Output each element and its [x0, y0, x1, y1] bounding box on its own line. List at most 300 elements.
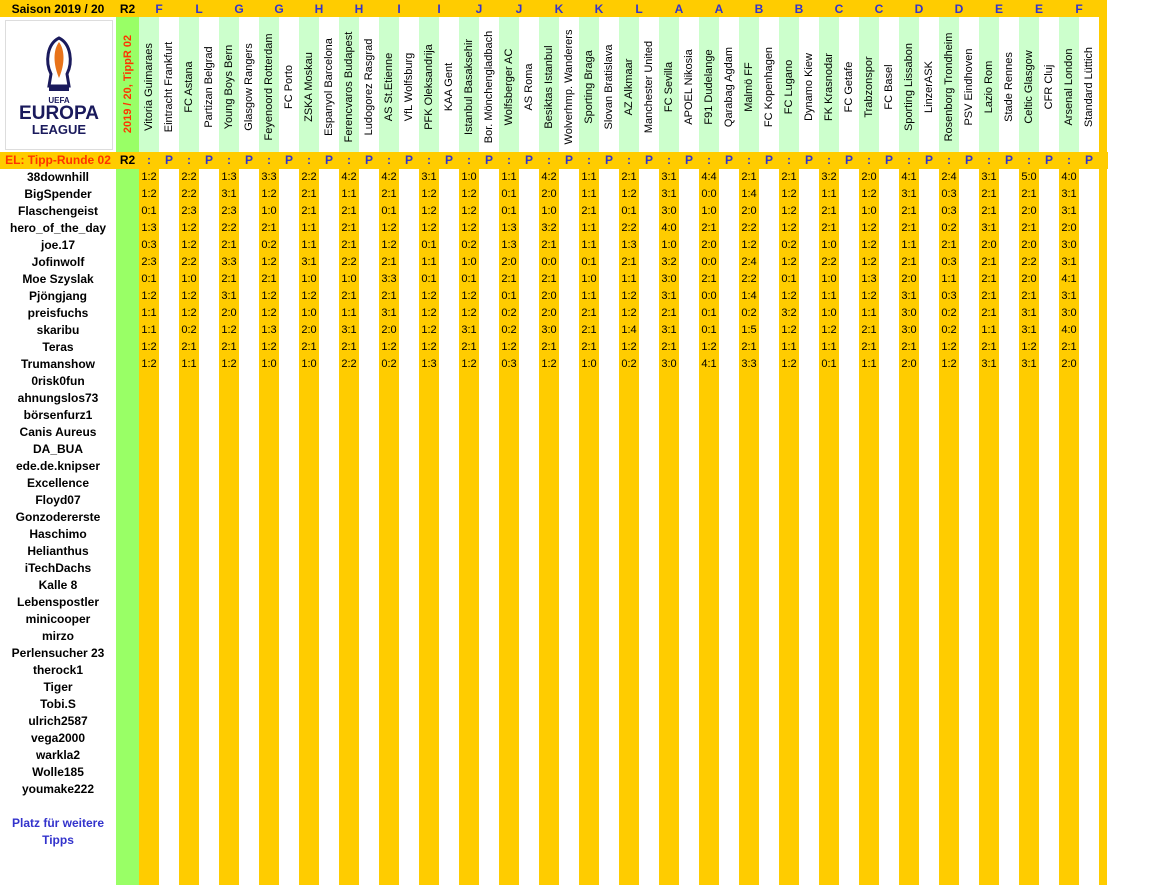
tip-cell: 1:1 — [901, 239, 917, 251]
tip-cell: 3:3 — [261, 171, 277, 183]
tip-cell: 2:1 — [701, 273, 717, 285]
home-team-cell — [899, 17, 919, 152]
tip-cell: 2:1 — [901, 256, 917, 268]
logo-uefa-text: UEFA — [48, 96, 70, 105]
tip-cell: 3:1 — [421, 171, 437, 183]
tip-cell: 1:1 — [581, 222, 597, 234]
tip-cell: 2:0 — [1021, 273, 1037, 285]
group-letter: D — [939, 0, 979, 17]
home-team-name: Sporting Lissabon — [903, 42, 915, 132]
tip-cell: 2:2 — [1021, 256, 1037, 268]
points-marker: P — [244, 153, 253, 167]
tip-cell: 1:1 — [821, 188, 837, 200]
away-team-name: Standard Lüttich — [1083, 46, 1095, 128]
tip-cell: 2:1 — [301, 205, 317, 217]
tip-cell: 0:3 — [941, 205, 957, 217]
tip-cell: 1:3 — [501, 239, 517, 251]
group-letter: L — [619, 0, 659, 17]
tip-cell: 1:0 — [301, 307, 317, 319]
away-team-name: FC Basel — [883, 64, 895, 110]
tip-cell: 1:0 — [701, 205, 717, 217]
tip-cell: 0:1 — [701, 324, 717, 336]
home-team-cell — [819, 17, 839, 152]
points-marker: P — [884, 153, 893, 167]
away-team-name: Glasgow Rangers — [243, 43, 255, 131]
tip-cell: 2:1 — [381, 256, 397, 268]
tip-cell: 1:3 — [861, 273, 877, 285]
tip-cell: 2:1 — [581, 307, 597, 319]
points-marker: P — [924, 153, 933, 167]
home-team-name: Trabzonspor — [863, 56, 875, 118]
home-team-cell — [1059, 17, 1079, 152]
tip-cell: 2:0 — [741, 205, 757, 217]
home-team-cell — [139, 17, 159, 152]
away-team-cell — [679, 17, 699, 152]
tip-cell: 1:2 — [461, 290, 477, 302]
tip-cell: 3:0 — [661, 205, 677, 217]
player-name: youmake222 — [21, 782, 95, 796]
player-name: Haschimo — [29, 527, 87, 541]
tip-cell: 2:1 — [981, 290, 997, 302]
points-marker: P — [324, 153, 333, 167]
away-team-cell — [919, 17, 939, 152]
away-team-cell — [599, 17, 619, 152]
tip-cell: 4:0 — [1061, 171, 1077, 183]
tip-cell: 2:2 — [181, 171, 197, 183]
player-name: 38downhill — [26, 170, 89, 184]
points-marker: P — [444, 153, 453, 167]
tip-cell: 0:1 — [421, 273, 437, 285]
home-team-cell — [539, 17, 559, 152]
tip-cell: 0:1 — [461, 273, 477, 285]
away-team-cell — [479, 17, 499, 152]
player-name: Excellence — [26, 476, 90, 490]
away-team-cell — [759, 17, 779, 152]
player-name: preisfuchs — [27, 306, 89, 320]
tip-cell: 0:2 — [621, 358, 637, 370]
tip-cell: 2:1 — [1021, 222, 1037, 234]
tip-cell: 1:2 — [421, 290, 437, 302]
tip-cell: 1:2 — [861, 290, 877, 302]
home-team-name: Vitoria Guimaraes — [143, 43, 155, 131]
tip-cell: 4:2 — [541, 171, 557, 183]
home-team-cell — [419, 17, 439, 152]
tip-cell: 0:0 — [701, 290, 717, 302]
player-name: Lebenspostler — [16, 595, 100, 609]
tip-cell: 2:1 — [821, 222, 837, 234]
tip-cell: 2:1 — [581, 341, 597, 353]
home-team-name: Sporting Braga — [583, 50, 595, 124]
home-team-name: Besiktas Istanbul — [543, 45, 555, 129]
points-marker: P — [404, 153, 413, 167]
home-team-name: Young Boys Bern — [223, 44, 235, 130]
player-name: Wolle185 — [32, 765, 84, 779]
tip-cell: 0:2 — [941, 307, 957, 319]
tip-cell: 2:1 — [581, 205, 597, 217]
tip-cell: 1:2 — [701, 341, 717, 353]
home-team-name: Malmö FF — [743, 62, 755, 112]
tip-cell: 1:2 — [421, 307, 437, 319]
tip-cell: 0:2 — [261, 239, 277, 251]
tip-cell: 1:3 — [621, 239, 637, 251]
logo-league-text: LEAGUE — [31, 122, 87, 137]
tip-cell: 1:2 — [781, 358, 797, 370]
tip-cell: 3:1 — [341, 324, 357, 336]
tip-cell: 0:2 — [741, 307, 757, 319]
home-team-cell — [459, 17, 479, 152]
tip-cell: 2:1 — [261, 222, 277, 234]
tip-cell: 2:1 — [381, 290, 397, 302]
player-name: minicooper — [25, 612, 91, 626]
away-team-name: Manchester United — [643, 40, 655, 134]
colon-marker: : — [987, 153, 991, 167]
tip-cell: 3:2 — [661, 256, 677, 268]
colon-marker: : — [507, 153, 511, 167]
tip-cell: 1:1 — [501, 171, 517, 183]
player-name: iTechDachs — [24, 561, 92, 575]
home-team-name: Wolfsberger AC — [503, 48, 515, 126]
home-team-cell — [699, 17, 719, 152]
points-marker: P — [724, 153, 733, 167]
tip-cell: 0:2 — [501, 307, 517, 319]
player-name: Trumanshow — [20, 357, 95, 371]
tip-cell: 2:1 — [581, 324, 597, 336]
group-letter: A — [699, 0, 739, 17]
tip-cell: 1:1 — [301, 239, 317, 251]
player-name: Flaschengeist — [17, 204, 99, 218]
player-name: börsenfurz1 — [23, 408, 93, 422]
tip-cell: 1:3 — [221, 171, 237, 183]
away-team-name: KAA Gent — [443, 62, 455, 112]
points-marker: P — [804, 153, 813, 167]
away-team-cell — [399, 17, 419, 152]
tip-cell: 2:1 — [781, 171, 797, 183]
tip-cell: 4:0 — [661, 222, 677, 234]
group-letter: A — [659, 0, 699, 17]
tip-cell: 0:1 — [501, 290, 517, 302]
colon-marker: : — [147, 153, 151, 167]
points-marker: P — [964, 153, 973, 167]
tip-cell: 1:2 — [781, 205, 797, 217]
tip-cell: 1:2 — [181, 239, 197, 251]
tip-cell: 0:1 — [141, 205, 157, 217]
colon-marker: : — [427, 153, 431, 167]
season-label: Saison 2019 / 20 — [0, 0, 116, 17]
away-team-name: CFR Cluj — [1043, 64, 1055, 110]
tip-cell: 1:2 — [541, 358, 557, 370]
away-team-cell — [1039, 17, 1059, 152]
tip-cell: 1:2 — [221, 324, 237, 336]
player-name: ahnungslos73 — [17, 391, 99, 405]
player-name: Tobi.S — [40, 697, 76, 711]
tip-cell: 2:1 — [221, 341, 237, 353]
home-team-cell — [939, 17, 959, 152]
colon-marker: : — [747, 153, 751, 167]
tip-cell: 0:1 — [621, 205, 637, 217]
player-name: Canis Aureus — [19, 425, 97, 439]
tip-cell: 2:0 — [301, 324, 317, 336]
points-marker: P — [364, 153, 373, 167]
tip-cell: 1:0 — [181, 273, 197, 285]
tip-cell: 3:0 — [901, 324, 917, 336]
round-side-text: 2019 / 20, TippR 02 — [121, 34, 134, 134]
tip-cell: 1:1 — [621, 273, 637, 285]
away-team-cell — [439, 17, 459, 152]
home-team-cell — [259, 17, 279, 152]
player-name: mirzo — [41, 629, 74, 643]
tip-cell: 2:2 — [741, 222, 757, 234]
tip-cell: 3:1 — [981, 222, 997, 234]
tip-cell: 1:2 — [821, 324, 837, 336]
tip-cell: 2:0 — [1021, 239, 1037, 251]
tip-cell: 4:0 — [1061, 324, 1077, 336]
points-marker: P — [604, 153, 613, 167]
player-name: Pjöngjang — [29, 289, 87, 303]
tip-cell: 1:0 — [541, 205, 557, 217]
home-team-name: Ferencvaros Budapest — [343, 31, 355, 143]
group-letter: G — [219, 0, 259, 17]
tip-cell: 3:1 — [1021, 358, 1037, 370]
tip-cell: 2:0 — [1021, 205, 1037, 217]
tip-cell: 1:2 — [141, 341, 157, 353]
tip-cell: 0:2 — [461, 239, 477, 251]
tip-cell: 2:0 — [901, 358, 917, 370]
tip-cell: 3:0 — [541, 324, 557, 336]
player-name: warkla2 — [35, 748, 81, 762]
tip-cell: 2:2 — [301, 171, 317, 183]
round-side-label — [116, 17, 139, 152]
tip-cell: 2:1 — [541, 239, 557, 251]
tip-cell: 1:2 — [461, 205, 477, 217]
tip-cell: 1:2 — [261, 341, 277, 353]
trophy-icon — [37, 34, 81, 94]
logo-europa-text: EUROPA — [19, 103, 99, 124]
points-marker: P — [524, 153, 533, 167]
tip-cell: 0:1 — [421, 239, 437, 251]
tip-cell: 2:1 — [981, 341, 997, 353]
tip-cell: 3:0 — [661, 273, 677, 285]
tip-cell: 1:1 — [861, 307, 877, 319]
tip-cell: 2:1 — [301, 188, 317, 200]
home-team-name: FC Lugano — [783, 59, 795, 115]
group-letter: H — [339, 0, 379, 17]
tip-cell: 3:3 — [741, 358, 757, 370]
away-team-name: PSV Eindhoven — [963, 48, 975, 126]
tip-cell: 1:2 — [781, 222, 797, 234]
tip-cell: 1:0 — [301, 273, 317, 285]
tip-cell: 1:3 — [141, 222, 157, 234]
away-team-name: Stade Rennes — [1003, 52, 1015, 122]
tip-cell: 1:3 — [501, 222, 517, 234]
tip-cell: 2:2 — [341, 256, 357, 268]
tip-cell: 2:0 — [981, 239, 997, 251]
tip-cell: 2:2 — [821, 256, 837, 268]
tip-cell: 1:2 — [141, 188, 157, 200]
tip-cell: 1:2 — [861, 222, 877, 234]
player-name: vega2000 — [30, 731, 86, 745]
points-marker: P — [1044, 153, 1053, 167]
tip-cell: 3:0 — [901, 307, 917, 319]
tip-cell: 4:2 — [341, 171, 357, 183]
tip-cell: 1:4 — [621, 324, 637, 336]
tip-cell: 1:0 — [261, 358, 277, 370]
player-name: Kalle 8 — [38, 578, 78, 592]
tip-cell: 1:3 — [261, 324, 277, 336]
tip-cell: 0:1 — [701, 307, 717, 319]
tip-cell: 1:2 — [861, 256, 877, 268]
away-team-cell — [239, 17, 259, 152]
tip-cell: 0:0 — [701, 188, 717, 200]
tip-cell: 2:1 — [501, 273, 517, 285]
tip-cell: 1:1 — [781, 341, 797, 353]
tip-cell: 1:4 — [741, 290, 757, 302]
tip-cell: 5:0 — [1021, 171, 1037, 183]
tip-cell: 1:2 — [421, 341, 437, 353]
tip-cell: 2:0 — [541, 290, 557, 302]
group-letter: B — [739, 0, 779, 17]
tip-cell: 3:1 — [221, 188, 237, 200]
away-team-cell — [959, 17, 979, 152]
away-team-name: Slovan Bratislava — [603, 44, 615, 130]
tip-cell: 2:4 — [941, 171, 957, 183]
tip-cell: 0:2 — [781, 239, 797, 251]
away-team-cell — [279, 17, 299, 152]
home-team-cell — [619, 17, 639, 152]
colon-marker: : — [707, 153, 711, 167]
tip-cell: 2:1 — [741, 171, 757, 183]
tip-cell: 2:1 — [981, 188, 997, 200]
tip-cell: 3:2 — [821, 171, 837, 183]
group-letter: D — [899, 0, 939, 17]
away-team-name: Bor. Mönchengladbach — [483, 30, 495, 144]
tip-cell: 2:1 — [941, 239, 957, 251]
points-marker: P — [684, 153, 693, 167]
points-marker: P — [644, 153, 653, 167]
away-team-cell — [319, 17, 339, 152]
points-marker: P — [564, 153, 573, 167]
tip-cell: 1:2 — [381, 341, 397, 353]
group-letter: J — [499, 0, 539, 17]
group-letter: F — [1059, 0, 1099, 17]
away-team-cell — [159, 17, 179, 152]
tip-cell: 3:1 — [1021, 307, 1037, 319]
tip-cell: 1:0 — [461, 256, 477, 268]
home-team-name: Istanbul Basaksehir — [463, 39, 475, 135]
tip-cell: 2:1 — [381, 188, 397, 200]
home-team-name: PFK Oleksandrija — [423, 44, 435, 130]
away-team-name: Wolverhmp. Wanderers — [563, 29, 575, 145]
tip-cell: 1:2 — [621, 188, 637, 200]
tip-cell: 1:2 — [461, 307, 477, 319]
away-team-name: Ludogorez Rasgrad — [363, 38, 375, 136]
tip-cell: 2:0 — [901, 273, 917, 285]
tip-cell: 1:2 — [421, 188, 437, 200]
away-team-name: VfL Wolfsburg — [403, 52, 415, 122]
tip-cell: 0:0 — [701, 256, 717, 268]
tip-cell: 1:0 — [821, 307, 837, 319]
tip-cell: 2:1 — [741, 341, 757, 353]
player-name: Jofinwolf — [31, 255, 85, 269]
tip-cell: 1:2 — [381, 222, 397, 234]
tip-cell: 2:1 — [901, 222, 917, 234]
tip-cell: 1:1 — [141, 324, 157, 336]
away-team-name: Partizan Belgrad — [203, 46, 215, 128]
tip-cell: 2:1 — [981, 256, 997, 268]
tip-cell: 3:1 — [1061, 290, 1077, 302]
tip-cell: 1:2 — [181, 290, 197, 302]
tip-cell: 1:2 — [141, 290, 157, 302]
home-team-cell — [179, 17, 199, 152]
tip-cell: 1:0 — [461, 171, 477, 183]
tip-cell: 2:1 — [341, 222, 357, 234]
group-letter: L — [179, 0, 219, 17]
tip-cell: 3:1 — [981, 171, 997, 183]
round-code-label: R2 — [119, 153, 136, 167]
colon-marker: : — [787, 153, 791, 167]
tip-cell: 3:2 — [781, 307, 797, 319]
tip-cell: 3:3 — [381, 273, 397, 285]
tip-cell: 3:1 — [301, 256, 317, 268]
tip-cell: 1:2 — [181, 222, 197, 234]
tip-cell: 2:1 — [901, 341, 917, 353]
tip-cell: 1:2 — [421, 205, 437, 217]
home-team-name: Feyenoord Rotterdam — [263, 33, 275, 141]
away-team-name: Qarabag Agdam — [723, 46, 735, 128]
tip-cell: 3:1 — [981, 358, 997, 370]
tip-cell: 1:1 — [941, 273, 957, 285]
tip-cell: 1:1 — [861, 358, 877, 370]
tip-cell: 2:2 — [341, 358, 357, 370]
tip-cell: 1:2 — [941, 358, 957, 370]
away-team-cell — [519, 17, 539, 152]
tip-cell: 3:1 — [661, 188, 677, 200]
tip-cell: 2:0 — [1061, 358, 1077, 370]
tip-cell: 4:4 — [701, 171, 717, 183]
tip-cell: 2:1 — [821, 205, 837, 217]
tip-cell: 3:1 — [901, 188, 917, 200]
tip-cell: 2:3 — [221, 205, 237, 217]
tip-cell: 1:2 — [861, 239, 877, 251]
home-team-cell — [299, 17, 319, 152]
tip-cell: 3:1 — [1021, 324, 1037, 336]
tip-cell: 2:3 — [141, 256, 157, 268]
tip-cell: 2:1 — [901, 205, 917, 217]
player-name: Floyd07 — [35, 493, 81, 507]
away-team-name: LinzerASK — [923, 61, 935, 113]
tip-cell: 2:1 — [181, 341, 197, 353]
tip-cell: 1:2 — [621, 307, 637, 319]
colon-marker: : — [347, 153, 351, 167]
tip-cell: 2:0 — [221, 307, 237, 319]
tip-cell: 1:1 — [341, 307, 357, 319]
tip-cell: 2:1 — [981, 273, 997, 285]
colon-marker: : — [1027, 153, 1031, 167]
tip-cell: 2:0 — [541, 188, 557, 200]
tip-cell: 3:0 — [1061, 239, 1077, 251]
tip-cell: 2:1 — [861, 341, 877, 353]
colon-marker: : — [867, 153, 871, 167]
player-name: Perlensucher 23 — [11, 646, 105, 660]
tip-cell: 2:3 — [181, 205, 197, 217]
tip-cell: 4:1 — [701, 358, 717, 370]
away-team-name: Eintracht Frankfurt — [163, 41, 175, 133]
group-letter: I — [379, 0, 419, 17]
tip-cell: 1:2 — [781, 290, 797, 302]
tip-cell: 3:1 — [901, 290, 917, 302]
tip-cell: 1:2 — [261, 188, 277, 200]
tip-cell: 1:2 — [301, 290, 317, 302]
away-team-name: APOEL Nikosia — [683, 49, 695, 125]
